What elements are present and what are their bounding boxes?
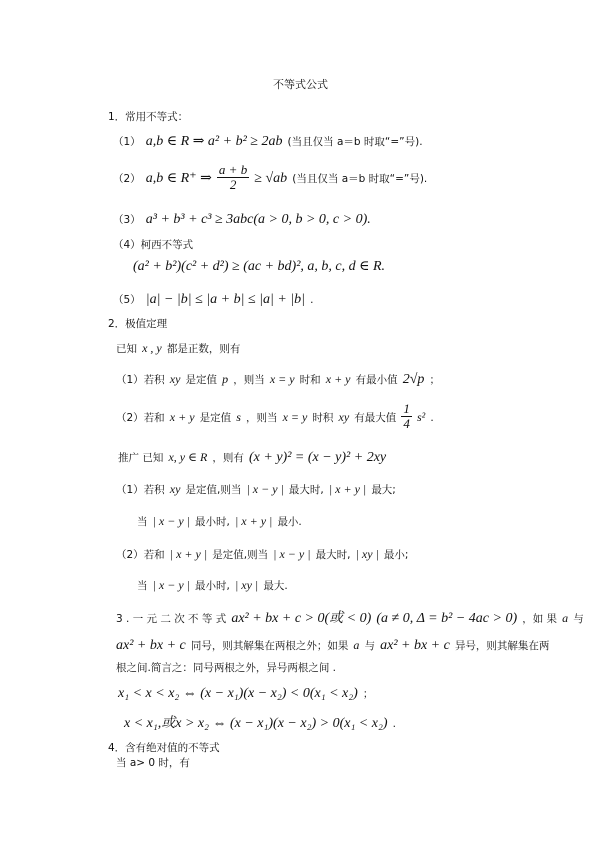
s2-p1-var-3: x = y [269, 372, 295, 386]
s2-p1-text-c: ，则当 [233, 374, 265, 386]
s2-p1-text-e: 有最小值 [355, 374, 398, 386]
s3-line1-text-c: 与 [573, 613, 584, 625]
s2-gen-var: x, y ∈ R [168, 450, 208, 464]
s1-item-1-note: (当且仅当 a＝b 时取“=”号). [287, 136, 423, 148]
s2-g2b-text-b: 最小时, [195, 580, 230, 592]
s2-g1-text-a: （1）若积 [116, 484, 165, 496]
s1-item-3-formula: a³ + b³ + c³ ≥ 3abc(a > 0, b > 0, c > 0). [145, 212, 371, 227]
s2-g2b-text-c: 最大. [263, 580, 288, 592]
s3-outside-end: . [392, 718, 396, 730]
s2-g1b-var-1: | x − y | [152, 514, 190, 528]
s3-inside-end: ； [362, 688, 374, 700]
s2-g1b-text-b: 最小时, [195, 516, 230, 528]
s2-gen-formula: (x + y)² = (x − y)² + 2xy [249, 450, 387, 465]
s2-g2-var-1: | x + y | [169, 547, 208, 561]
section-4-heading: 4．含有绝对值的不等式 [108, 742, 220, 754]
s2-p1-text-b: 是定值 [185, 374, 218, 386]
s3-line-2 [116, 634, 549, 654]
s3-formula-1: ax² + bx + c > 0(或 < 0) [231, 611, 372, 626]
s1-item-2-label: （2） [113, 173, 141, 185]
s2-gen-2b [137, 574, 288, 593]
s1-item-5 [113, 288, 313, 308]
section-2-heading: 2．极值定理 [108, 318, 168, 330]
s1-item-4-formula: (a² + b²)(c² + d²) ≥ (ac + bd)², a, b, c, d ∈ R. [133, 259, 386, 274]
s2-p2-var-3: x = y [282, 410, 308, 424]
s3-outside-formula: x < x₁,或x > x₂ ⇔ (x − x₁)(x − x₂) > 0(x₁ < x₂) [124, 716, 388, 731]
s2-p1-var-1: xy [169, 372, 181, 386]
s3-line2-var: a [353, 638, 360, 652]
s2-p2-var-4: xy [338, 410, 350, 424]
s2-g1-text-b: 是定值,则当 [185, 484, 242, 496]
s2-g2b-text-a: 当 [137, 580, 148, 592]
s2-g2-var-2: | x − y | [273, 547, 311, 561]
s1-item-5-formula: |a| − |b| ≤ |a + b| ≤ |a| + |b| [145, 292, 305, 307]
s3-line2-text-c: 异号，则其解集在两 [454, 640, 550, 652]
s2-property-2 [116, 402, 434, 431]
page-title: 不等式公式 [273, 78, 328, 91]
s2-intro-vars: x , y [142, 341, 162, 355]
s1-item-1-label: （1） [113, 136, 141, 148]
s2-p1-var-5: 2√p [402, 372, 425, 387]
s3-line1-text-b: ，如 果 [522, 613, 558, 625]
s2-generalization [118, 446, 386, 466]
s3-heading: 3 . 一 元 二 次 不 等 式 [116, 613, 227, 625]
s2-intro-text-a: 已知 [116, 343, 137, 355]
s3-inside-formula: x₁ < x < x₂ ⇔ (x − x₁)(x − x₂) < 0(x₁ < x₂) [118, 686, 358, 701]
s1-item-4-label: （4）柯西不等式 [113, 239, 194, 251]
section-1-heading: 1．常用不等式： [108, 111, 189, 123]
s2-gen-2 [116, 543, 408, 562]
s1-item-2-rhs: ≥ √ab [254, 171, 288, 186]
s2-p2-text-d: 时积 [312, 412, 334, 424]
s2-gen-text-a: 推广 已知 [118, 452, 164, 464]
s1-item-2-frac-num: a + b [218, 162, 248, 177]
s3-formula-2: (a ≠ 0, Δ = b² − 4ac > 0) [376, 611, 518, 626]
s2-p1-var-2: p [222, 372, 229, 386]
s1-item-2-cond: a,b ∈ R⁺ ⇒ [145, 171, 212, 186]
s2-intro-text-b: 都是正数，则有 [166, 343, 241, 355]
s3-line2-formula: ax² + bx + c [116, 638, 186, 653]
s2-p1-text-f: ； [429, 374, 440, 386]
s4-line: 当 a> 0 时，有 [116, 757, 190, 769]
s3-line2-text-b: 与 [364, 640, 376, 652]
s1-item-1 [113, 130, 423, 150]
s2-p1-text-a: （1）若积 [116, 374, 165, 386]
s3-line2-text-a: 同号，则其解集在两根之外；如果 [190, 640, 349, 652]
s2-g2-text-c: 最大时, [315, 549, 351, 561]
s1-item-3 [113, 208, 371, 228]
s2-g2b-var-1: | x − y | [152, 578, 190, 592]
s2-g1-var-3: | x + y | [328, 482, 367, 496]
s3-line2-formula-2: ax² + bx + c [380, 638, 450, 653]
s2-p2-var-5: s² [416, 410, 426, 424]
s2-gen-1 [116, 478, 396, 497]
s3-line-3: 根之间.简言之：同号两根之外，异号两根之间 . [116, 662, 337, 674]
s1-item-1-formula: a,b ∈ R ⇒ a² + b² ≥ 2ab [145, 134, 283, 149]
s2-p2-text-f: . [430, 412, 434, 424]
s1-item-2-note: (当且仅当 a＝b 时取“=”号). [292, 173, 428, 185]
s2-g1b-text-c: 最小. [277, 516, 302, 528]
s2-g1-text-c: 最大时, [288, 484, 324, 496]
s3-formula-outside [124, 712, 396, 732]
s1-item-5-end: . [310, 294, 314, 306]
s2-p2-text-a: （2）若和 [116, 412, 165, 424]
s2-g2-text-b: 是定值,则当 [212, 549, 269, 561]
s2-p2-var-1: x + y [169, 410, 195, 424]
s3-line1-var: a [562, 611, 569, 625]
s3-line-1 [116, 607, 584, 627]
s2-p2-frac-num: 1 [403, 401, 410, 416]
s2-p1-var-4: x + y [325, 372, 351, 386]
s2-gen-text-b: ，则有 [212, 452, 244, 464]
s1-item-5-label: （5） [113, 294, 141, 306]
s2-p2-text-b: 是定值 [199, 412, 232, 424]
s1-item-2-frac-den: 2 [229, 177, 237, 192]
s3-formula-inside [118, 682, 373, 702]
s2-g2-var-3: | xy | [355, 547, 379, 561]
s2-g2b-var-2: | xy | [234, 578, 259, 592]
s2-g1-var-2: | x − y | [246, 482, 284, 496]
s2-g2-text-d: 最小; [383, 549, 409, 561]
s1-item-2 [113, 163, 427, 192]
s2-p2-text-e: 有最大值 [354, 412, 397, 424]
s2-p2-frac-den: 4 [403, 416, 410, 431]
s2-gen-1b [137, 510, 302, 529]
s2-p2-var-2: s [236, 410, 241, 424]
s2-intro [116, 337, 240, 356]
s2-p2-text-c: ，则当 [245, 412, 278, 424]
s2-g1-var-1: xy [169, 482, 181, 496]
s1-item-3-label: （3） [113, 214, 141, 226]
s2-g2-text-a: （2）若和 [116, 549, 165, 561]
s2-g1-text-d: 最大; [371, 484, 396, 496]
s2-property-1 [116, 368, 440, 388]
s1-item-2-fraction [217, 163, 249, 192]
s2-p1-text-d: 时和 [299, 374, 321, 386]
s2-g1b-text-a: 当 [137, 516, 148, 528]
s2-p2-fraction [401, 402, 412, 431]
s2-g1b-var-2: | x + y | [234, 514, 273, 528]
